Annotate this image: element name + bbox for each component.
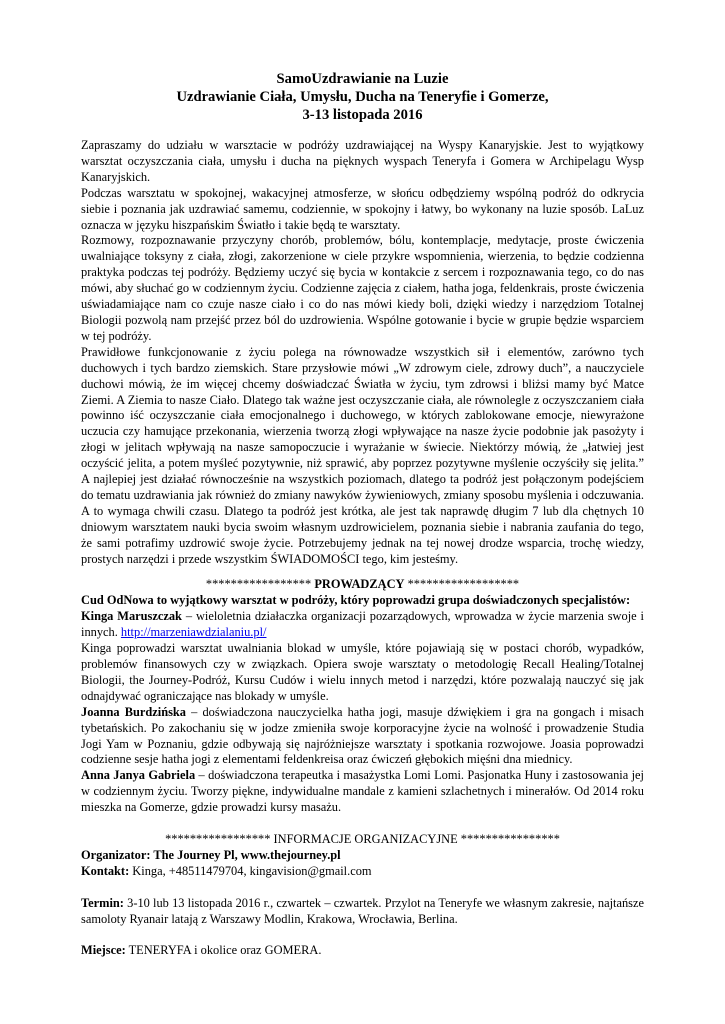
intro-paragraph-4: Prawidłowe funkcjonowanie z życiu polega na równowadze wszystkich sił i elementów, zarówno tych duchowych i tych bardzo ziemskich. Stare przysłowie mówi „W zdrowym ciele, zdrowy duch”, a nauczyciele duchowi mówią, że im więcej chcemy doświadczać Światła w życiu, tym zdrowsi i bliżsi mamy być Matce Ziemi. A Ziemia to nasze Ciało. Dlatego tak ważne jest oczyszczanie ciała, ale równolegle z oczyszczaniem ciała powinno iść oczyszczanie ciała emocjonalnego i duchowego, w których zablokowane emocje, niewyrażone uczucia czy hamujące przekonania, wierzenia tworzą złogi wpływające na nasze życie podobnie jak pasożyty i złogi w jelitach wpływają na nasze samopoczucie i wyrażanie w świecie. Niektórzy mówią, że „łatwiej jest oczyścić jelita, a potem myśleć pozytywnie, niż sprawić, aby poprzez pozytywne myślenie oczyściły się jelita.” A najlepiej jest działać równocześnie na wszystkich poziomach, dlatego ta podróż jest połączonym podejściem do tematu uzdrawiania jak również do zmiany nawyków żywieniowych, zmiany sposobu myślenia i odczuwania. A to wymaga chwili czasu. Dlatego ta podróż jest krótka, ale jest tak naprawdę długim 7 lub dla chętnych 10 dniowym warsztatem nauki bycia swoim własnym uzdrowicielem, poznania siebie i nabrania zaufania do tego, że sami potrafimy uzdrowić swoje życie. Potrzebujemy jednak na tej nowej drodze wsparcia, trochę wiedzy, prostych narzędzi i przede wszystkim ŚWIADOMOŚCI tego, kim jesteśmy. bbox=[81, 344, 644, 566]
leader-name: Anna Janya Gabriela bbox=[81, 768, 196, 783]
contact-line bbox=[81, 864, 644, 880]
kinga-website-link[interactable]: http://marzeniawdzialaniu.pl/ bbox=[120, 625, 267, 640]
intro-paragraph-2: Podczas warsztatu w spokojnej, wakacyjnej atmosferze, w słońcu odbędziemy wspólną podróż do odkrycia siebie i poznania jak uzdrawiać samemu, codziennie, w spokojny i łatwy, bo wykonany na luzie sposób. LaLuz oznacza w języku hiszpańskim Światło i takie będą te warsztaty. bbox=[81, 185, 644, 232]
info-heading: INFORMACJE ORGANIZACYJNE bbox=[273, 832, 458, 847]
leaders-subheading-text: Cud OdNowa to wyjątkowy warsztat w podróży, który poprowadzi grupa doświadczonych specjalistów: bbox=[81, 593, 631, 608]
organizer-text: Organizator: The Journey Pl, www.thejourney.pl bbox=[81, 847, 341, 862]
contact-value: Kinga, +48511479704, kingavision@gmail.com bbox=[129, 863, 372, 878]
term-label: Termin: bbox=[81, 895, 124, 910]
leaders-heading: PROWADZĄCY bbox=[314, 577, 405, 592]
organizer-line bbox=[81, 848, 644, 864]
leader-desc: – doświadczona terapeutka i masażystka Lomi Lomi. Pasjonatka Huny i zastosowania jej w codziennym życiu. Tworzy piękne, indywidualne mandale z kamieni szlachetnych i minerałów. Od 2014 roku mieszka na Gomerze, gdzie prowadzi kursy masażu. bbox=[81, 768, 644, 815]
info-separator bbox=[81, 832, 644, 848]
leader-kinga bbox=[81, 609, 644, 641]
leader-joanna bbox=[81, 705, 644, 769]
leader-anna bbox=[81, 768, 644, 816]
stars-left: ***************** bbox=[205, 577, 312, 592]
intro-paragraph-1: Zapraszamy do udziału w warsztacie w podróży uzdrawiającej na Wyspy Kanaryjskie. Jest to wyjątkowy warsztat oczyszczania ciała, umysłu i ducha na pięknych wyspach Teneryfa i Gomera w Archipelagu Wysp Kanaryjskich. bbox=[81, 138, 644, 184]
stars-right: **************** bbox=[460, 832, 560, 847]
title-block bbox=[81, 70, 644, 124]
place-value: TENERYFA i okolice oraz GOMERA. bbox=[125, 943, 322, 958]
page-subtitle: Uzdrawianie Ciała, Umysłu, Ducha na Teneryfie i Gomerze, bbox=[176, 89, 549, 105]
leader-name: Joanna Burdzińska bbox=[81, 704, 186, 719]
intro-paragraph-3: Rozmowy, rozpoznawanie przyczyny chorób, problemów, bólu, kontemplacje, medytacje, proste ćwiczenia uwalniające toksyny z ciała, złogi, zakorzenione w ciele przykre wspomnienia, wierzenia, to będzie codzienna praktyka podczas tej podróży. Będziemy uczyć się bycia w kontakcie z sercem i rozpoznawania tego, co do nas mówi, aby słuchać go w codziennym życiu. Codzienne zajęcia z ciałem, hatha joga, feldenkrais, proste ćwiczenia uświadamiające nam co czuje nasze ciało i co do nas mówi kiedy boli, dzięki wiedzy i narzędziom Totalnej Biologii pozwolą nam przejść przez ból do uzdrowienia. Wspólne gotowanie i bycie w grupie będzie wsparciem w tej podróży. bbox=[81, 233, 644, 343]
leader-desc: – wieloletnia działaczka organizacji pozarządowych, wprowadza w życie marzenia swoje i innych. bbox=[81, 609, 644, 640]
page-dates: 3-13 listopada 2016 bbox=[302, 107, 423, 123]
term-line bbox=[81, 896, 644, 928]
leaders-separator bbox=[81, 577, 644, 593]
stars-left: ***************** bbox=[165, 832, 271, 847]
contact-label: Kontakt: bbox=[81, 863, 130, 878]
leader-name: Kinga Maruszczak bbox=[81, 609, 182, 624]
place-label: Miejsce: bbox=[81, 943, 126, 958]
page-title: SamoUzdrawianie na Luzie bbox=[276, 71, 449, 87]
term-value: 3-10 lub 13 listopada 2016 r., czwartek – czwartek. Przylot na Teneryfe we własnym zakresie, najtańsze samoloty Ryanair latają z Warszawy Modlin, Krakowa, Wrocławia, Berlina. bbox=[81, 895, 644, 926]
leader-desc: – doświadczona nauczycielka hatha jogi, masuje dźwiękiem i gra na gongach i misach tybetańskich. Po zakochaniu się w jodze zmieniła swoje korporacyjne życie na wolność i prowadzenie Studia Jogi Yam w Poznaniu, gdzie odbywają się najróżniejsze warsztaty i spotkania rozwojowe. Joasia poprowadzi codzienne sesje hatha jogi z elementami feldenkreisa oraz ćwiczeń głębokich mięśni dna miednicy. bbox=[81, 704, 645, 767]
stars-right: ****************** bbox=[407, 577, 520, 592]
spacer bbox=[81, 880, 644, 896]
leader-kinga-details: Kinga poprowadzi warsztat uwalniania blokad w umyśle, które pojawiają się w postaci chorób, wypadków, problemów finansowych czy w związkach. Opiera swoje warsztaty o metodologię Recall Healing/Totalnej Biologii, the Journey-Podróż, Kursu Cudów i wielu innych metod i narzędzi, które pozwalają nauczyć się jak odnajdywać ograniczające nas blokady w umyśle. bbox=[81, 641, 644, 703]
spacer bbox=[81, 927, 644, 943]
leaders-subheading bbox=[81, 593, 644, 609]
place-line bbox=[81, 943, 644, 959]
